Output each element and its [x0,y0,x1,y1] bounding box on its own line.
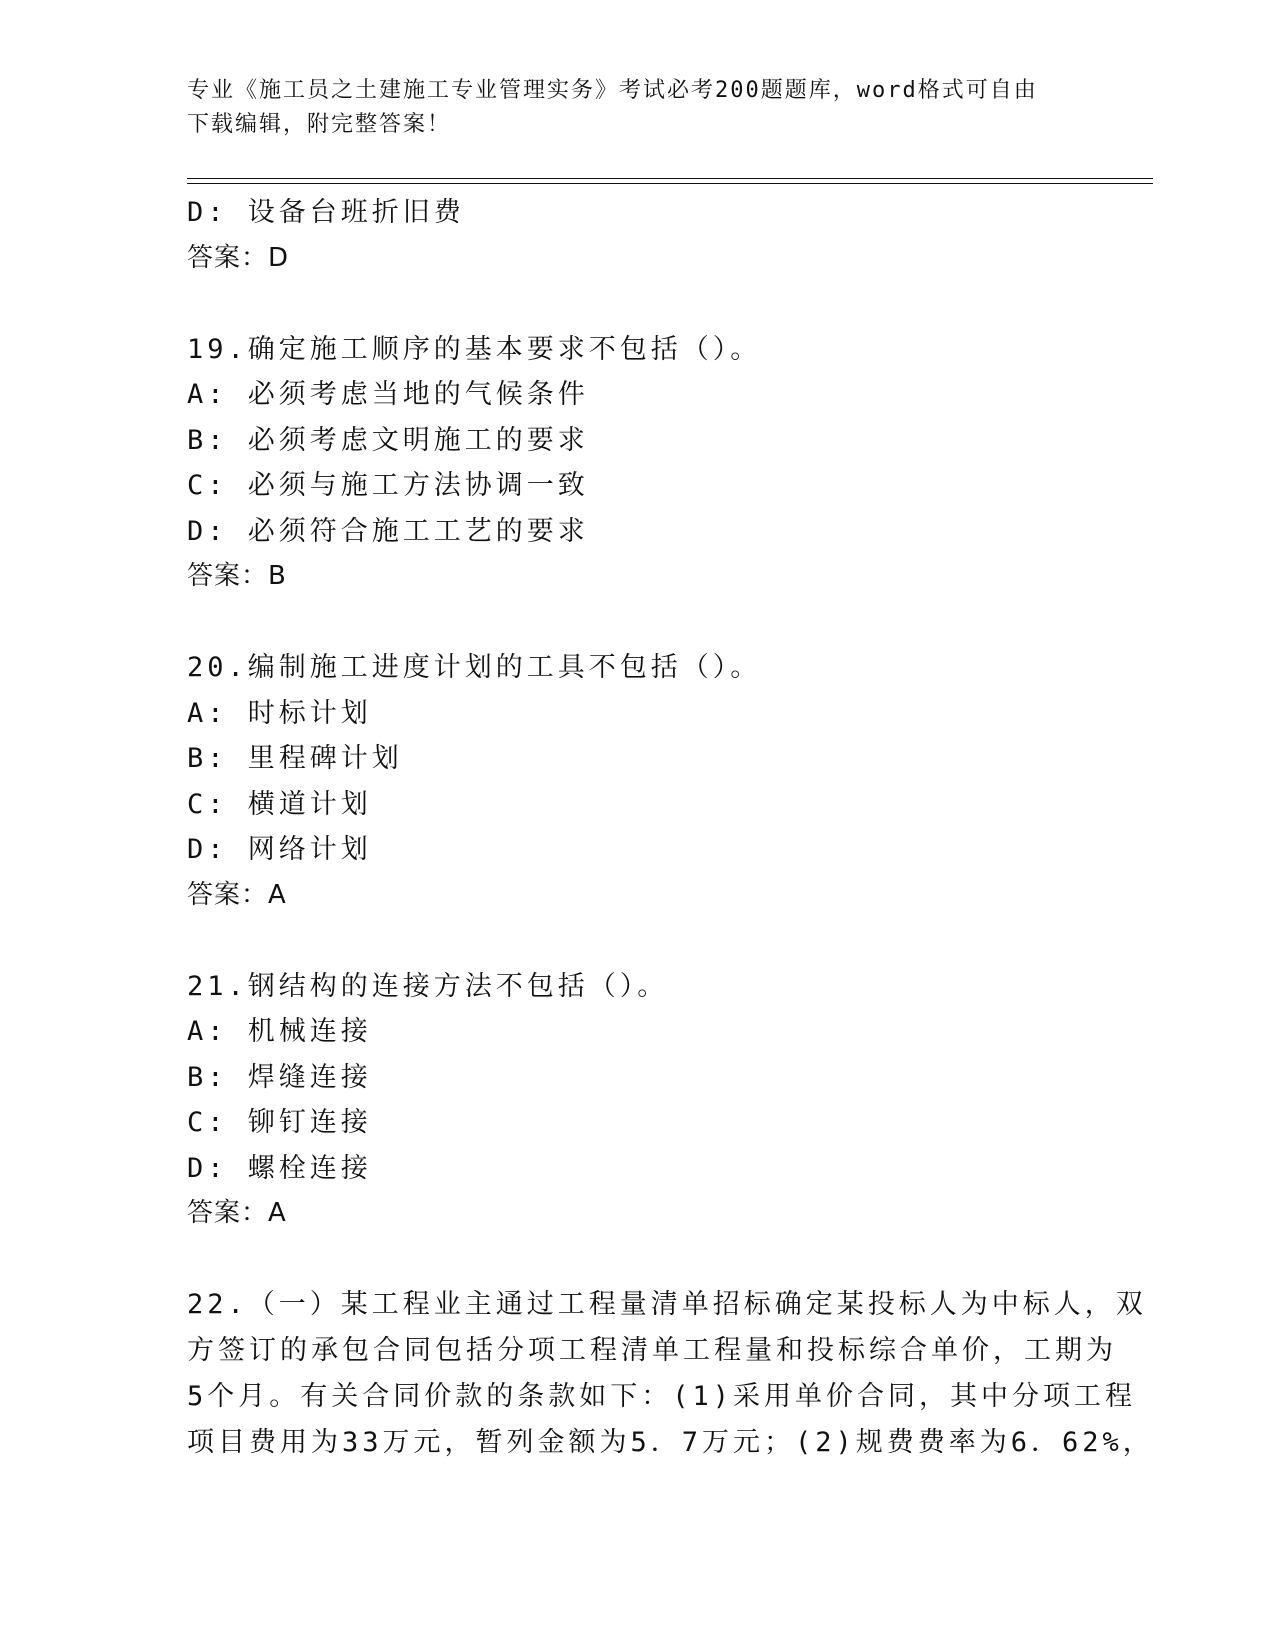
header-line-1: 专业《施工员之土建施工专业管理实务》考试必考200题题库，word格式可自由 [187,78,1038,103]
question-21 [187,964,1087,1237]
question-22 [187,1282,1154,1466]
option-d: D: 螺栓连接 [187,1152,372,1184]
question-19 [187,327,1087,600]
option-a: A: 时标计划 [187,697,372,729]
spacer [187,1237,1087,1283]
option-d: D: 设备台班折旧费 [187,197,465,228]
option-b: B: 焊缝连接 [187,1061,372,1093]
question-20 [187,645,1087,918]
answer-line: 答案：A [187,879,287,910]
document-header [187,74,1087,142]
answer-line: 答案：D [187,242,290,273]
option-b: B: 里程碑计划 [187,743,403,774]
option-d: D: 必须符合施工工艺的要求 [187,515,589,547]
question-text: 21.钢结构的连接方法不包括（）。 [187,970,669,1002]
spacer [187,281,1087,327]
question-text-line-3: 5个月。有关合同价款的条款如下：(1)采用单价合同，其中分项工程 [187,1381,1137,1412]
question-text-line-2: 方签订的承包合同包括分项工程清单工程量和投标综合单价，工期为 [187,1335,1117,1366]
answer-line: 答案：A [187,1198,287,1228]
question-text-line-4: 项目费用为33万元，暂列金额为5．7万元；(2)规费费率为6．62%， [187,1427,1154,1458]
spacer [187,600,1087,646]
question-18-tail [187,190,1087,281]
header-divider-bottom [187,183,1153,184]
answer-line: 答案：B [187,561,287,591]
option-c: C: 横道计划 [187,788,372,820]
question-list [187,190,1154,1466]
header-line-2: 下载编辑，附完整答案！ [187,112,452,137]
option-c: C: 铆钉连接 [187,1107,372,1138]
question-text: 20.编制施工进度计划的工具不包括（）。 [187,652,762,683]
option-d: D: 网络计划 [187,834,372,865]
question-text-line-1: 22.（一）某工程业主通过工程量清单招标确定某投标人为中标人，双 [187,1289,1147,1320]
option-a: A: 必须考虑当地的气候条件 [187,379,589,410]
question-text: 19.确定施工顺序的基本要求不包括（）。 [187,333,762,365]
spacer [187,918,1087,964]
option-a: A: 机械连接 [187,1016,372,1047]
header-divider-top [187,178,1153,179]
option-c: C: 必须与施工方法协调一致 [187,470,589,501]
option-b: B: 必须考虑文明施工的要求 [187,424,589,456]
